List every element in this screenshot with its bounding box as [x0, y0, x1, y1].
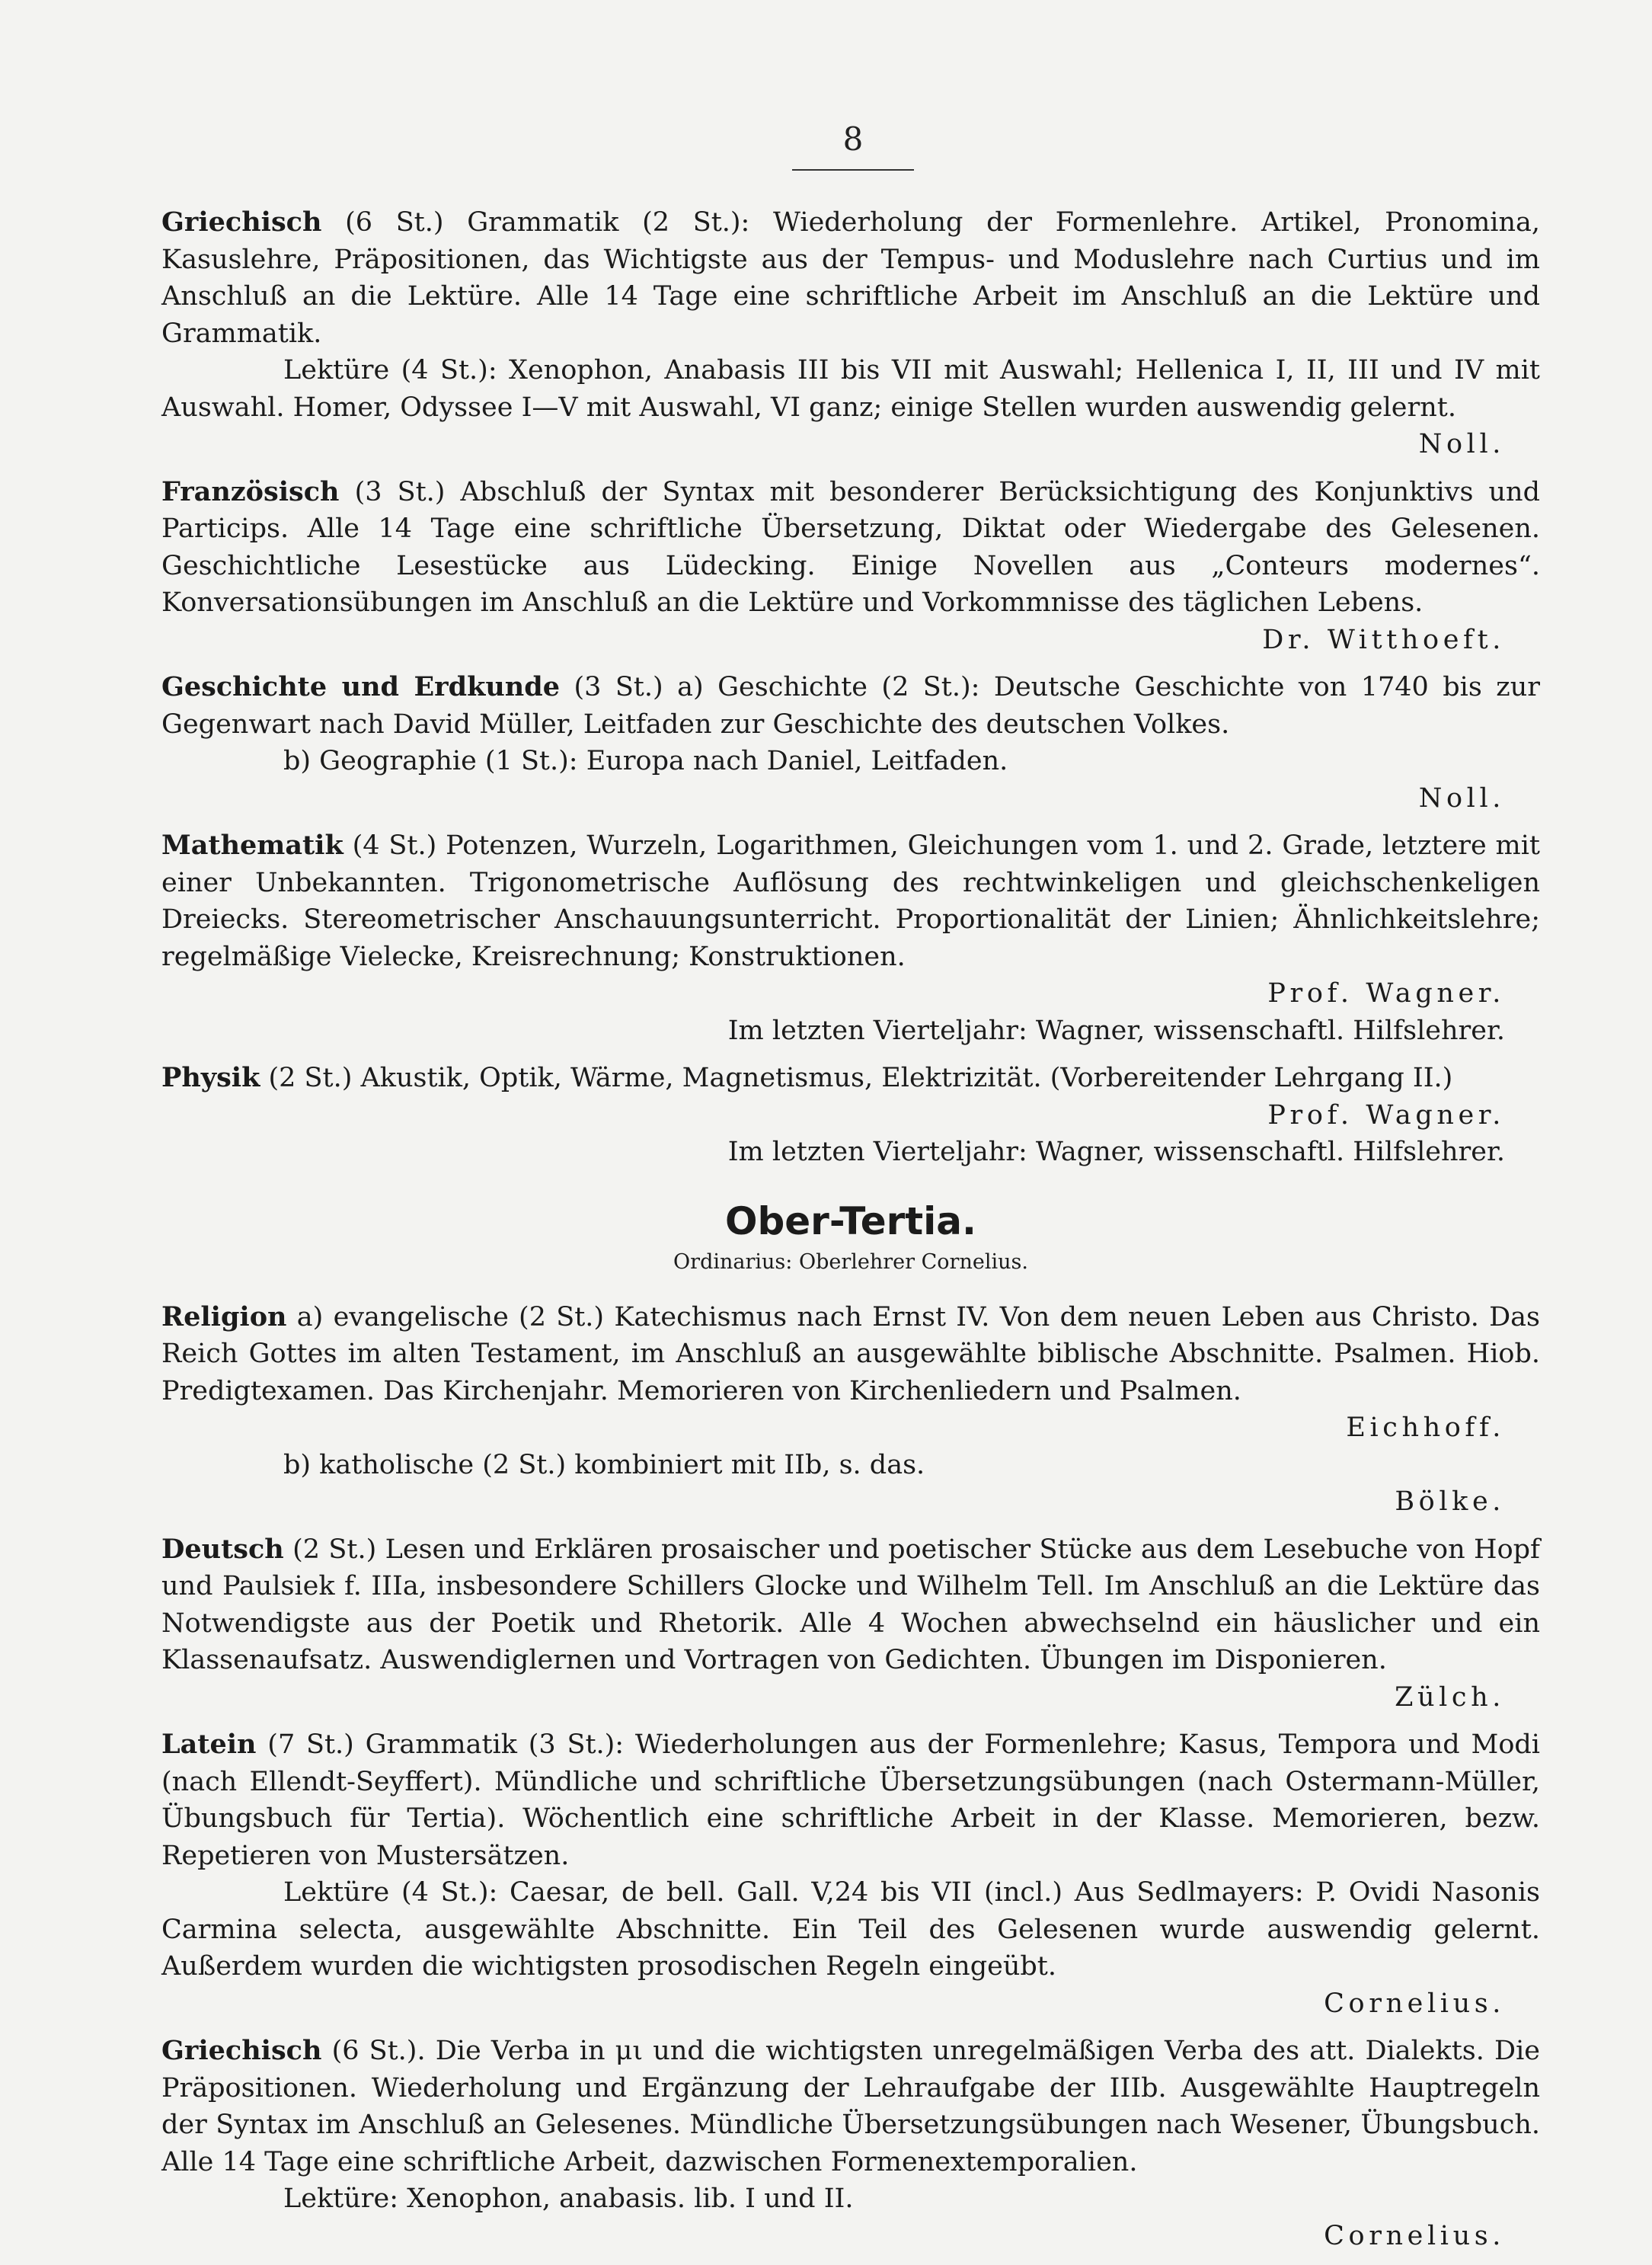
section-religion-b [161, 1447, 1540, 1484]
section-body: (3 St.) Abschluß der Syntax mit besonderer Berücksichtigung des Konjunktivs und Particips. Alle 14 Tage eine schriftliche Übersetzung, Diktat oder Wiedergabe des Gelesenen. Geschichtliche Lesestücke aus Lüdecking. Einige Novellen aus „Conteurs modernes“. Konversationsübungen im Anschluß an die Lektüre und Vorkommnisse des täglichen Lebens. [161, 476, 1540, 618]
section-text [161, 669, 1540, 743]
section-geographie [161, 743, 1540, 780]
teacher-name: Prof. Wagner. [1267, 1099, 1505, 1131]
section-body: (6 St.) Grammatik (2 St.): Wiederholung der Formenlehre. Artikel, Pronomina, Kasuslehre, Präpositionen, das Wichtigste aus der Tempus- und Moduslehre nach Curtius und im Anschluß an die Lektüre. Alle 14 Tage eine schriftliche Arbeit im Anschluß an die Lektüre und Grammatik. [161, 207, 1540, 349]
section-physik [161, 1060, 1540, 1171]
section-geschichte-erdkunde [161, 669, 1540, 817]
teacher-name: Cornelius. [1324, 1988, 1505, 2019]
lektuere-text: Lektüre: Xenophon, anabasis. lib. I und II. [283, 2183, 854, 2214]
section-griechisch-obertertia [161, 2033, 1540, 2254]
teacher-note: Im letzten Vierteljahr: Wagner, wissenschaftl. Hilfslehrer. [727, 1137, 1505, 1167]
section-body: (4 St.) Potenzen, Wurzeln, Logarithmen, Gleichungen vom 1. und 2. Grade, letztere mit einer Unbekannten. Trigonometrische Auflösung des rechtwinkeligen und gleichschenkeligen Dreiecks. Stereometrischer Anschauungsunterricht. Proportionalität der Linien; Ähnlichkeitslehre; regelmäßige Vielecke, Kreisrechnung; Konstruktionen. [161, 830, 1540, 972]
teacher-name: Bölke. [1395, 1486, 1505, 1517]
section-text [161, 2033, 1540, 2180]
document-body [161, 204, 1540, 2265]
section-lektuere [161, 1874, 1540, 1985]
section-deutsch [161, 1531, 1540, 1716]
section-text [161, 1060, 1540, 1097]
section-body: (6 St.). Die Verba in μι und die wichtigsten unregelmäßigen Verba des att. Dialekts. Die Präpositionen. Wiederholung und Ergänzung der Lehraufgabe der IIIb. Ausgewählte Hauptregeln der Syntax im Anschluß an Gelesenes. Mündliche Übersetzungsübungen nach Wesener, Übungsbuch. Alle 14 Tage eine schriftliche Arbeit, dazwischen Formenextemporalien. [161, 2036, 1540, 2177]
section-body: (3 St.) a) Geschichte (2 St.): Deutsche Geschichte von 1740 bis zur Gegenwart nach David Müller, Leitfaden zur Geschichte des deutschen Volkes. [161, 672, 1540, 740]
section-latein [161, 1726, 1540, 2022]
lektuere-text: Lektüre (4 St.): Xenophon, Anabasis III bis VII mit Auswahl; Hellenica I, II, III und IV mit Auswahl. Homer, Odyssee I—V mit Auswahl, VI ganz; einige Stellen wurden auswendig gelernt. [161, 355, 1540, 423]
section-text [161, 827, 1540, 975]
section-text [161, 1299, 1540, 1410]
subject-heading: Geschichte und Erdkunde [161, 671, 560, 702]
class-ordinarius: Ordinarius: Oberlehrer Cornelius. [673, 1249, 1028, 1274]
section-griechisch [161, 204, 1540, 463]
teacher-name: Noll. [1418, 429, 1505, 459]
section-text [161, 1531, 1540, 1679]
teacher-name: Prof. Wagner. [1267, 978, 1505, 1009]
teacher-name: Dr. Witthoeft. [1262, 624, 1505, 655]
section-text [161, 474, 1540, 622]
class-heading: Ober-Tertia. [724, 1198, 977, 1243]
section-text [161, 204, 1540, 352]
subject-heading: Physik [161, 1062, 260, 1093]
section-franzoesisch [161, 474, 1540, 659]
subject-heading: Französisch [161, 475, 340, 507]
section-lektuere [161, 352, 1540, 426]
subject-heading: Griechisch [161, 206, 322, 238]
subject-heading: Griechisch [161, 2035, 322, 2066]
lektuere-text: Lektüre (4 St.): Caesar, de bell. Gall. V,24 bis VII (incl.) Aus Sedlmayers: P. Ovidi Nasonis Carmina selecta, ausgewählte Abschnitte. Ein Teil des Gelesenen wurde auswendig gelernt. Außerdem wurden die wichtigsten prosodischen Regeln eingeübt. [161, 1877, 1540, 1982]
geographie-text: b) Geographie (1 St.): Europa nach Daniel, Leitfaden. [283, 746, 1008, 776]
subject-heading: Latein [161, 1729, 257, 1760]
subject-heading: Deutsch [161, 1533, 284, 1565]
teacher-note: Im letzten Vierteljahr: Wagner, wissenschaftl. Hilfslehrer. [727, 1015, 1505, 1046]
section-body: a) evangelische (2 St.) Katechismus nach Ernst IV. Von dem neuen Leben aus Christo. Das Reich Gottes im alten Testament, im Anschluß an ausgewählte biblische Abschnitte. Psalmen. Hiob. Predigtexamen. Das Kirchenjahr. Memorieren von Kirchenliedern und Psalmen. [161, 1301, 1540, 1406]
subject-heading: Mathematik [161, 830, 344, 861]
page-number: 8 [842, 120, 864, 158]
section-body: (2 St.) Lesen und Erklären prosaischer und poetischer Stücke aus dem Lesebuche von Hopf und Paulsiek f. IIIa, insbesondere Schillers Glocke und Wilhelm Tell. Im Anschluß an die Lektüre das Notwendigste aus der Poetik und Rhetorik. Alle 4 Wochen abwechselnd ein häuslicher und ein Klassenaufsatz. Auswendiglernen und Vortragen von Gedichten. Übungen im Disponieren. [161, 1534, 1540, 1675]
section-lektuere [161, 2180, 1540, 2218]
section-text [161, 1726, 1540, 1874]
section-mathematik [161, 827, 1540, 1049]
subject-heading: Religion [161, 1300, 287, 1332]
teacher-name: Zülch. [1395, 1681, 1505, 1713]
religion-b-text: b) katholische (2 St.) kombiniert mit IIb, s. das. [283, 1449, 925, 1480]
teacher-name: Eichhoff. [1346, 1412, 1505, 1443]
section-body: (7 St.) Grammatik (3 St.): Wiederholungen aus der Formenlehre; Kasus, Tempora und Modi (nach Ellendt-Seyffert). Mündliche und schriftliche Übersetzungsübungen (nach Ostermann-Müller, Übungsbuch für Tertia). Wöchentlich eine schriftliche Arbeit in der Klasse. Memorieren, bezw. Repetieren von Mustersätzen. [161, 1729, 1540, 1871]
section-religion [161, 1299, 1540, 1521]
page-number-rule [792, 169, 914, 171]
teacher-name: Noll. [1418, 782, 1505, 814]
teacher-name: Cornelius. [1324, 2220, 1505, 2251]
section-body: (2 St.) Akustik, Optik, Wärme, Magnetismus, Elektrizität. (Vorbereitender Lehrgang II.) [260, 1063, 1453, 1093]
